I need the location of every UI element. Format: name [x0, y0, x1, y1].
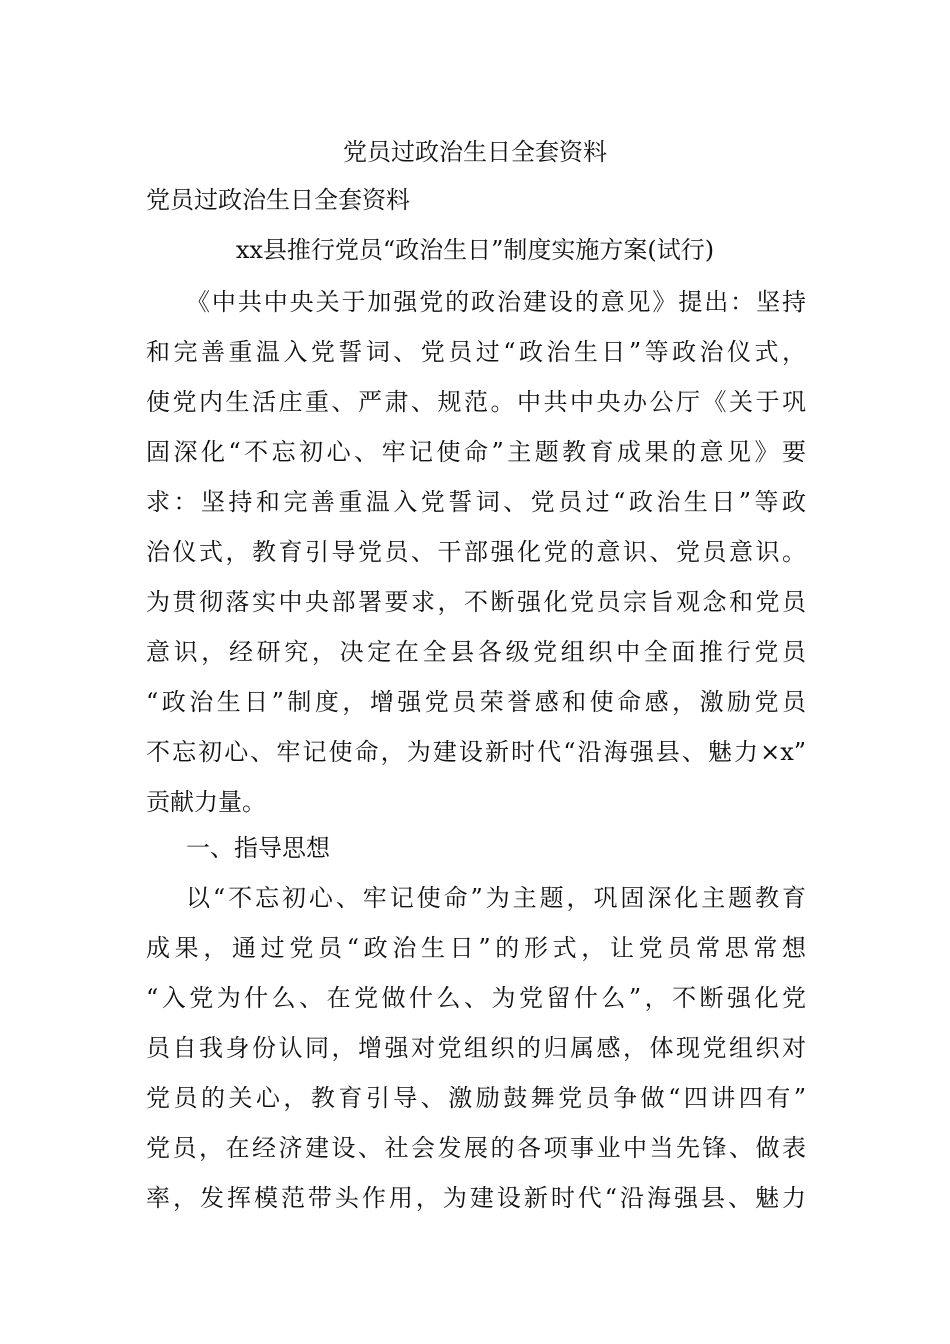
intro-line: 《中共中央关于加强党的政治建设的意见》提出：坚持: [186, 288, 806, 316]
section-line: 率，发挥模范带头作用，为建设新时代“沿海强县、魅力: [146, 1184, 806, 1212]
document-subtitle: 党员过政治生日全套资料: [146, 186, 410, 214]
section-heading: 一、指导思想: [186, 834, 330, 862]
document-title: 党员过政治生日全套资料: [343, 138, 607, 166]
section-line: 以“不忘初心、牢记使命”为主题，巩固深化主题教育: [186, 884, 806, 912]
section-line: 党员的关心，教育引导、激励鼓舞党员争做“四讲四有”: [146, 1084, 806, 1112]
section-line: “入党为什么、在党做什么、为党留什么”，不断强化党: [146, 984, 806, 1012]
intro-line: 贡献力量。: [146, 788, 266, 816]
intro-line: 治仪式，教育引导党员、干部强化党的意识、党员意识。: [146, 538, 806, 566]
intro-line: 意识，经研究，决定在全县各级党组织中全面推行党员: [146, 638, 806, 666]
intro-line: “政治生日”制度，增强党员荣誉感和使命感，激励党员: [146, 688, 806, 716]
plan-title: xx县推行党员“政治生日”制度实施方案(试行): [235, 236, 715, 264]
section-line: 员自我身份认同，增强对党组织的归属感，体现党组织对: [146, 1034, 806, 1062]
section-line: 成果，通过党员“政治生日”的形式，让党员常思常想: [146, 934, 806, 962]
intro-line: 使党内生活庄重、严肃、规范。中共中央办公厅《关于巩: [146, 388, 806, 416]
intro-line: 求：坚持和完善重温入党誓词、党员过“政治生日”等政: [146, 488, 806, 516]
intro-line: 为贯彻落实中央部署要求，不断强化党员宗旨观念和党员: [146, 588, 806, 616]
intro-line: 和完善重温入党誓词、党员过“政治生日”等政治仪式，: [146, 338, 806, 366]
section-line: 党员，在经济建设、社会发展的各项事业中当先锋、做表: [146, 1134, 806, 1162]
intro-line: 不忘初心、牢记使命，为建设新时代“沿海强县、魅力×x”: [146, 738, 806, 766]
intro-line: 固深化“不忘初心、牢记使命”主题教育成果的意见》要: [146, 438, 806, 466]
